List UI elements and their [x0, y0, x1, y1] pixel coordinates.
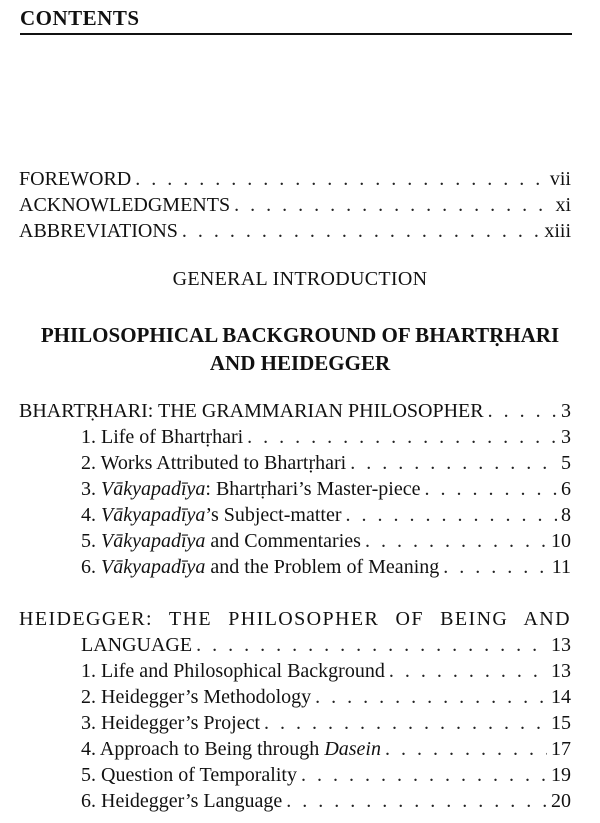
toc-entry-label	[81, 684, 311, 710]
dot-leader	[234, 192, 551, 218]
toc-entry-label	[81, 554, 439, 580]
part-title	[0, 321, 600, 377]
toc-entry-page: 10	[551, 530, 571, 552]
entry-number: 5.	[81, 530, 96, 552]
toc-entry-label	[81, 736, 381, 762]
entry-number: 3.	[81, 712, 96, 734]
entry-number: 1.	[81, 426, 96, 448]
toc-entry-page: xi	[555, 194, 571, 216]
toc-entry-page: 17	[551, 738, 571, 760]
toc-entry-label	[81, 788, 282, 814]
entry-text: Question of Temporality	[101, 764, 297, 786]
entry-text: Heidegger’s Language	[101, 790, 283, 812]
toc-entry-page: 8	[561, 504, 571, 526]
part-title-line1: PHILOSOPHICAL BACKGROUND OF BHARTṚHARI	[40, 323, 560, 347]
toc-entry-page: 19	[551, 764, 571, 786]
toc-entry-label: FOREWORD	[19, 168, 132, 190]
toc-entry-label	[81, 450, 346, 476]
entry-text: Works Attributed to Bhartṛhari	[100, 452, 347, 474]
part-title-line2: AND HEIDEGGER	[209, 351, 391, 375]
toc-entry-acknowledgments[interactable]	[19, 192, 571, 218]
toc-entry-label: ABBREVIATIONS	[19, 220, 178, 242]
toc-entry-s1-4[interactable]	[81, 502, 571, 528]
dot-leader	[443, 554, 547, 580]
contents-header: CONTENTS	[20, 6, 572, 35]
toc-entry-s2-2[interactable]	[81, 684, 571, 710]
toc-entry-page: xiii	[544, 220, 571, 242]
toc-entry-label	[81, 658, 385, 684]
toc-entry-s2-5[interactable]	[81, 762, 571, 788]
toc-entry-page: 14	[551, 686, 571, 708]
dot-leader	[182, 218, 540, 244]
toc-entry-s2-4[interactable]	[81, 736, 571, 762]
entry-italic-text: Dasein	[324, 738, 381, 760]
toc-section-title: HEIDEGGER: THE PHILOSOPHER OF BEING AND	[19, 608, 571, 630]
toc-entry-label	[81, 424, 243, 450]
toc-entry-page: vii	[549, 168, 571, 190]
toc-entry-foreword[interactable]	[19, 166, 571, 192]
toc-entry-s1-6[interactable]	[81, 554, 571, 580]
dot-leader	[424, 476, 557, 502]
dot-leader	[315, 684, 547, 710]
dot-leader	[385, 736, 547, 762]
toc-entry-s1-1[interactable]	[81, 424, 571, 450]
entry-italic-text: Vākyapadīya	[101, 504, 206, 526]
dot-leader	[488, 398, 557, 424]
toc-section-title-cont: LANGUAGE	[81, 634, 193, 656]
dot-leader	[350, 450, 557, 476]
toc-section-bhartrhari[interactable]	[19, 398, 571, 424]
toc-entry-label	[81, 476, 420, 502]
toc-entry-page: 3	[561, 426, 571, 448]
toc-entry-page: 11	[551, 556, 571, 578]
dot-leader	[345, 502, 557, 528]
entry-number: 4.	[81, 738, 96, 760]
dot-leader	[301, 762, 547, 788]
toc-entry-page: 3	[561, 400, 571, 422]
toc-entry-label	[81, 502, 341, 528]
toc-entry-page: 15	[551, 712, 571, 734]
toc-entry-label: ACKNOWLEDGMENTS	[19, 194, 231, 216]
toc-entry-page: 6	[561, 478, 571, 500]
toc-entry-s1-5[interactable]	[81, 528, 571, 554]
entry-text: Heidegger’s Project	[101, 712, 261, 734]
toc-entry-label	[81, 762, 297, 788]
entry-text: Approach to Being through	[99, 738, 325, 760]
toc-entry-page: 20	[551, 790, 571, 812]
dot-leader	[286, 788, 547, 814]
dot-leader	[135, 166, 546, 192]
dot-leader	[247, 424, 557, 450]
entry-number: 6.	[81, 790, 96, 812]
toc-entry-label	[81, 710, 260, 736]
entry-number: 2.	[81, 452, 96, 474]
entry-number: 3.	[81, 478, 96, 500]
toc-entry-page: 13	[551, 634, 571, 656]
entry-italic-text: Vākyapadīya	[101, 556, 206, 578]
entry-text: : Bhartṛhari’s Master-piece	[205, 478, 421, 500]
dot-leader	[264, 710, 547, 736]
dot-leader	[196, 632, 547, 658]
entry-text: ’s Subject-matter	[205, 504, 342, 526]
entry-number: 5.	[81, 764, 96, 786]
entry-number: 4.	[81, 504, 96, 526]
toc-entry-s2-3[interactable]	[81, 710, 571, 736]
entry-text: and Commentaries	[205, 530, 361, 552]
entry-text: Life of Bhartṛhari	[101, 426, 244, 448]
toc-entry-abbreviations[interactable]	[19, 218, 571, 244]
entry-text: Life and Philosophical Background	[101, 660, 385, 682]
entry-italic-text: Vākyapadīya	[101, 478, 206, 500]
toc-section-heidegger-line2[interactable]	[81, 632, 571, 658]
dot-leader	[389, 658, 547, 684]
entry-number: 2.	[81, 686, 96, 708]
toc-entry-s2-1[interactable]	[81, 658, 571, 684]
toc-entry-s2-6[interactable]	[81, 788, 571, 814]
toc-entry-label	[81, 528, 361, 554]
toc-section-title: BHARTṚHARI: THE GRAMMARIAN PHILOSOPHER	[19, 400, 484, 422]
toc-entry-page: 5	[561, 452, 571, 474]
entry-italic-text: Vākyapadīya	[101, 530, 206, 552]
toc-entry-s1-2[interactable]	[81, 450, 571, 476]
entry-text: Heidegger’s Methodology	[101, 686, 312, 708]
toc-entry-page: 13	[551, 660, 571, 682]
general-introduction-heading: GENERAL INTRODUCTION	[172, 268, 428, 290]
entry-text: and the Problem of Meaning	[205, 556, 440, 578]
toc-entry-s1-3[interactable]	[81, 476, 571, 502]
entry-number: 1.	[81, 660, 96, 682]
toc-section-heidegger-line1[interactable]	[19, 606, 571, 632]
dot-leader	[365, 528, 547, 554]
entry-number: 6.	[81, 556, 96, 578]
